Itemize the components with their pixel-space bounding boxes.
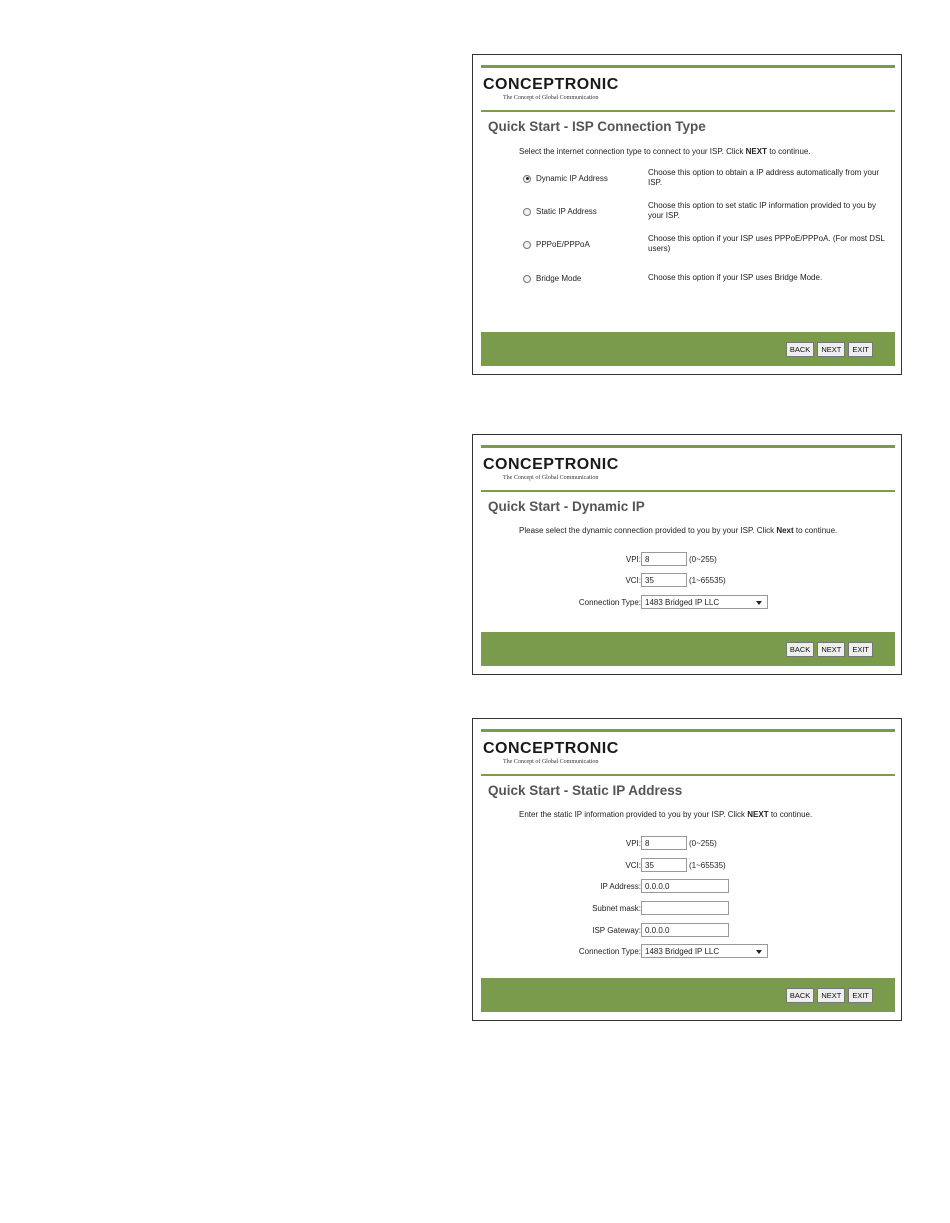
isp-connection-type-panel [472,54,902,375]
footer-bar [481,978,895,1012]
header-bottom-line [481,490,895,492]
vpi-row [563,552,717,566]
vpi-label: VPI: [625,838,641,848]
exit-button[interactable]: EXIT [848,988,873,1003]
dynamic-ip-radio[interactable] [523,175,531,183]
isp-gateway-label: ISP Gateway: [592,925,641,935]
dynamic-ip-option[interactable] [523,174,608,183]
pppoe-label: PPPoE/PPPoA [536,240,590,249]
vci-input[interactable]: 35 [641,573,687,587]
dynamic-ip-label: Dynamic IP Address [536,174,608,183]
logo-text: CONCEPTRONIC [483,76,619,93]
exit-button[interactable]: EXIT [848,342,873,357]
next-button[interactable]: NEXT [817,988,845,1003]
footer-bar [481,332,895,366]
static-ip-panel [472,718,902,1021]
page-title: Quick Start - ISP Connection Type [488,119,706,134]
connection-type-select[interactable] [641,944,768,958]
connection-type-row [563,944,768,958]
vci-row [563,858,726,872]
vci-input[interactable]: 35 [641,858,687,872]
logo-tagline: The Concept of Global Communication [503,95,599,101]
bridge-mode-description: Choose this option if your ISP uses Bridge Mode. [648,273,823,282]
connection-type-value: 1483 Bridged IP LLC [645,597,720,607]
subnet-mask-input[interactable] [641,901,729,915]
bridge-mode-option[interactable] [523,274,581,283]
chevron-down-icon [756,950,762,954]
exit-button[interactable]: EXIT [848,642,873,657]
vpi-input[interactable]: 8 [641,836,687,850]
connection-type-label: Connection Type: [578,946,641,956]
vpi-label: VPI: [625,554,641,564]
static-ip-radio[interactable] [523,208,531,216]
vci-label: VCI: [625,860,641,870]
vpi-hint: (0~255) [689,838,717,848]
chevron-down-icon [756,601,762,605]
pppoe-radio[interactable] [523,241,531,249]
connection-type-value: 1483 Bridged IP LLC [645,946,720,956]
connection-type-row [563,595,768,609]
vci-hint: (1~65535) [689,860,726,870]
static-ip-option[interactable] [523,207,597,216]
back-button[interactable]: BACK [786,988,814,1003]
conceptronic-logo [483,77,619,101]
logo-text: CONCEPTRONIC [483,456,619,473]
vci-hint: (1~65535) [689,575,726,585]
instruction-text: Please select the dynamic connection provided to you by your ISP. Click Next to continue. [519,526,838,535]
instruction-text: Select the internet connection type to connect to your ISP. Click NEXT to continue. [519,147,811,156]
vci-label: VCI: [625,575,641,585]
conceptronic-logo [483,457,619,481]
subnet-mask-row [563,901,729,915]
vpi-hint: (0~255) [689,554,717,564]
header-top-line [481,445,895,448]
connection-type-label: Connection Type: [578,597,641,607]
header-bottom-line [481,110,895,112]
static-ip-label: Static IP Address [536,207,597,216]
page-title: Quick Start - Static IP Address [488,783,683,798]
ip-address-label: IP Address: [600,881,641,891]
connection-type-select[interactable] [641,595,768,609]
header-top-line [481,65,895,68]
logo-tagline: The Concept of Global Communication [503,475,599,481]
pppoe-description: Choose this option if your ISP uses PPPoE/PPPoA. (For most DSL users) [648,234,885,253]
footer-bar [481,632,895,666]
dynamic-ip-panel [472,434,902,675]
header-top-line [481,729,895,732]
bridge-mode-label: Bridge Mode [536,274,582,283]
dynamic-ip-description: Choose this option to obtain a IP address automatically from your ISP. [648,168,880,187]
ip-address-input[interactable]: 0.0.0.0 [641,879,729,893]
isp-gateway-row [563,923,729,937]
next-button[interactable]: NEXT [817,342,845,357]
back-button[interactable]: BACK [786,642,814,657]
logo-text: CONCEPTRONIC [483,740,619,757]
instruction-text: Enter the static IP information provided to you by your ISP. Click NEXT to continue. [519,810,813,819]
next-button[interactable]: NEXT [817,642,845,657]
isp-gateway-input[interactable]: 0.0.0.0 [641,923,729,937]
bridge-mode-radio[interactable] [523,275,531,283]
subnet-mask-label: Subnet mask: [592,903,641,913]
vpi-row [563,836,717,850]
header-bottom-line [481,774,895,776]
pppoe-option[interactable] [523,240,590,249]
logo-tagline: The Concept of Global Communication [503,759,599,765]
static-ip-description: Choose this option to set static IP information provided to you by your ISP. [648,201,876,220]
back-button[interactable]: BACK [786,342,814,357]
page-title: Quick Start - Dynamic IP [488,499,645,514]
conceptronic-logo [483,741,619,765]
vci-row [563,573,726,587]
vpi-input[interactable]: 8 [641,552,687,566]
ip-address-row [563,879,729,893]
